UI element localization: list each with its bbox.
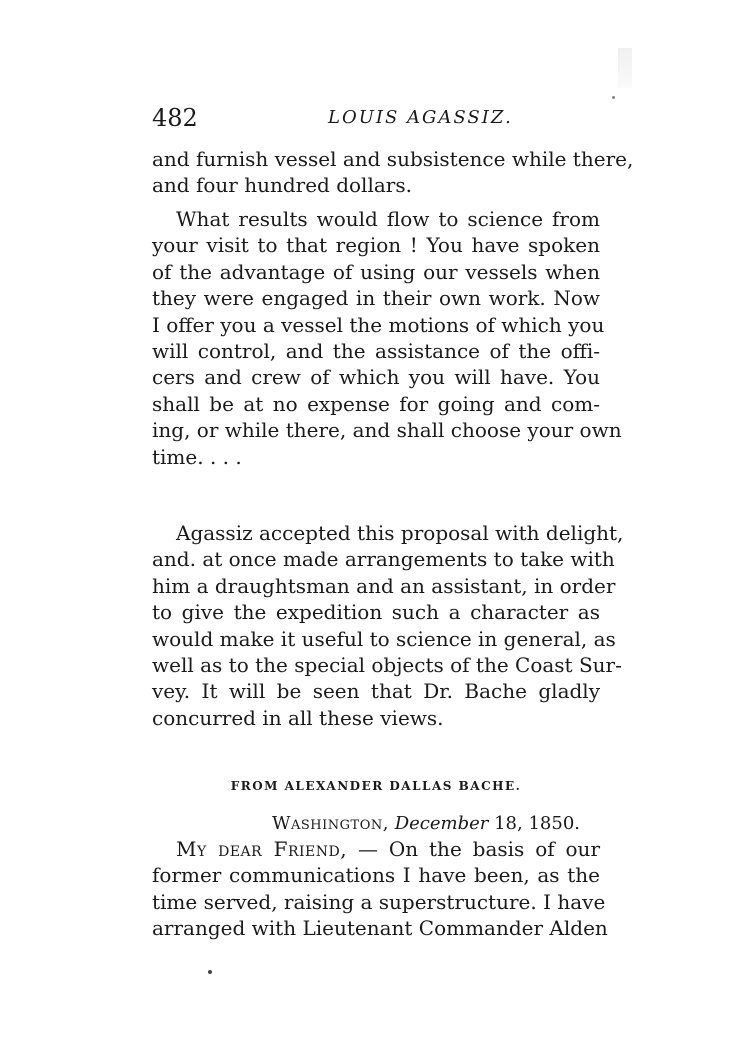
dateline-day-year: 18, 1850. (494, 813, 580, 834)
text-line: would make it useful to science in general, as (152, 626, 616, 651)
letter-heading: FROM ALEXANDER DALLAS BACHE. (230, 779, 522, 793)
text-line: What results would flow to science from (176, 207, 600, 231)
text-line: of the advantage of using our vessels when (152, 259, 600, 284)
text-line: will control, and the assistance of the offi- (152, 338, 600, 363)
text-line: shall be at no expense for going and com- (152, 391, 600, 416)
salutation: My dear Friend, (176, 837, 348, 861)
running-head: LOUIS AGASSIZ. (328, 107, 513, 128)
salutation-line (152, 836, 600, 862)
text-line: and. at once made arrangements to take with (152, 547, 615, 572)
text-line: concurred in all these views. (152, 705, 444, 730)
text-line: I offer you a vessel the motions of which you (152, 312, 605, 337)
text-line: him a draughtsman and an assistant, in order (152, 573, 616, 598)
text-line: well as to the special objects of the Coast Sur- (152, 652, 622, 677)
text-line: and four hundred dollars. (152, 173, 412, 198)
text-line: arranged with Lieutenant Commander Alden (152, 916, 608, 941)
letter-continuation (152, 146, 634, 199)
text-line: cers and crew of which you will have. You (152, 365, 600, 390)
text-line: Agassiz accepted this proposal with delight, (176, 521, 624, 545)
paragraph-results (152, 206, 622, 470)
ink-speck (208, 970, 212, 974)
dateline (152, 813, 580, 834)
letter-body (152, 836, 608, 942)
text-line: and furnish vessel and subsistence while there, (152, 147, 634, 171)
ink-speck (612, 96, 615, 99)
salutation-dash: — (347, 837, 389, 861)
dateline-place: Washington, (272, 813, 389, 834)
text-line: to give the expedition such a character as (152, 600, 600, 625)
text-line: vey. It will be seen that Dr. Bache gladly (152, 679, 600, 704)
text-line: former communications I have been, as the (152, 863, 600, 888)
text-line: your visit to that region ! You have spoken (152, 233, 600, 258)
dateline-month: December (394, 813, 489, 834)
page-edge-smudge (618, 48, 632, 88)
paragraph-narrative (152, 520, 624, 731)
text-line: time served, raising a superstructure. I have (152, 889, 606, 914)
text-line: ing, or while there, and shall choose your own (152, 418, 622, 443)
text-line: time. . . . (152, 444, 242, 469)
salutation-rest: On the basis of our (388, 837, 600, 861)
text-line: they were engaged in their own work. Now (152, 286, 600, 311)
page-header (152, 104, 600, 134)
page-number: 482 (152, 104, 198, 132)
